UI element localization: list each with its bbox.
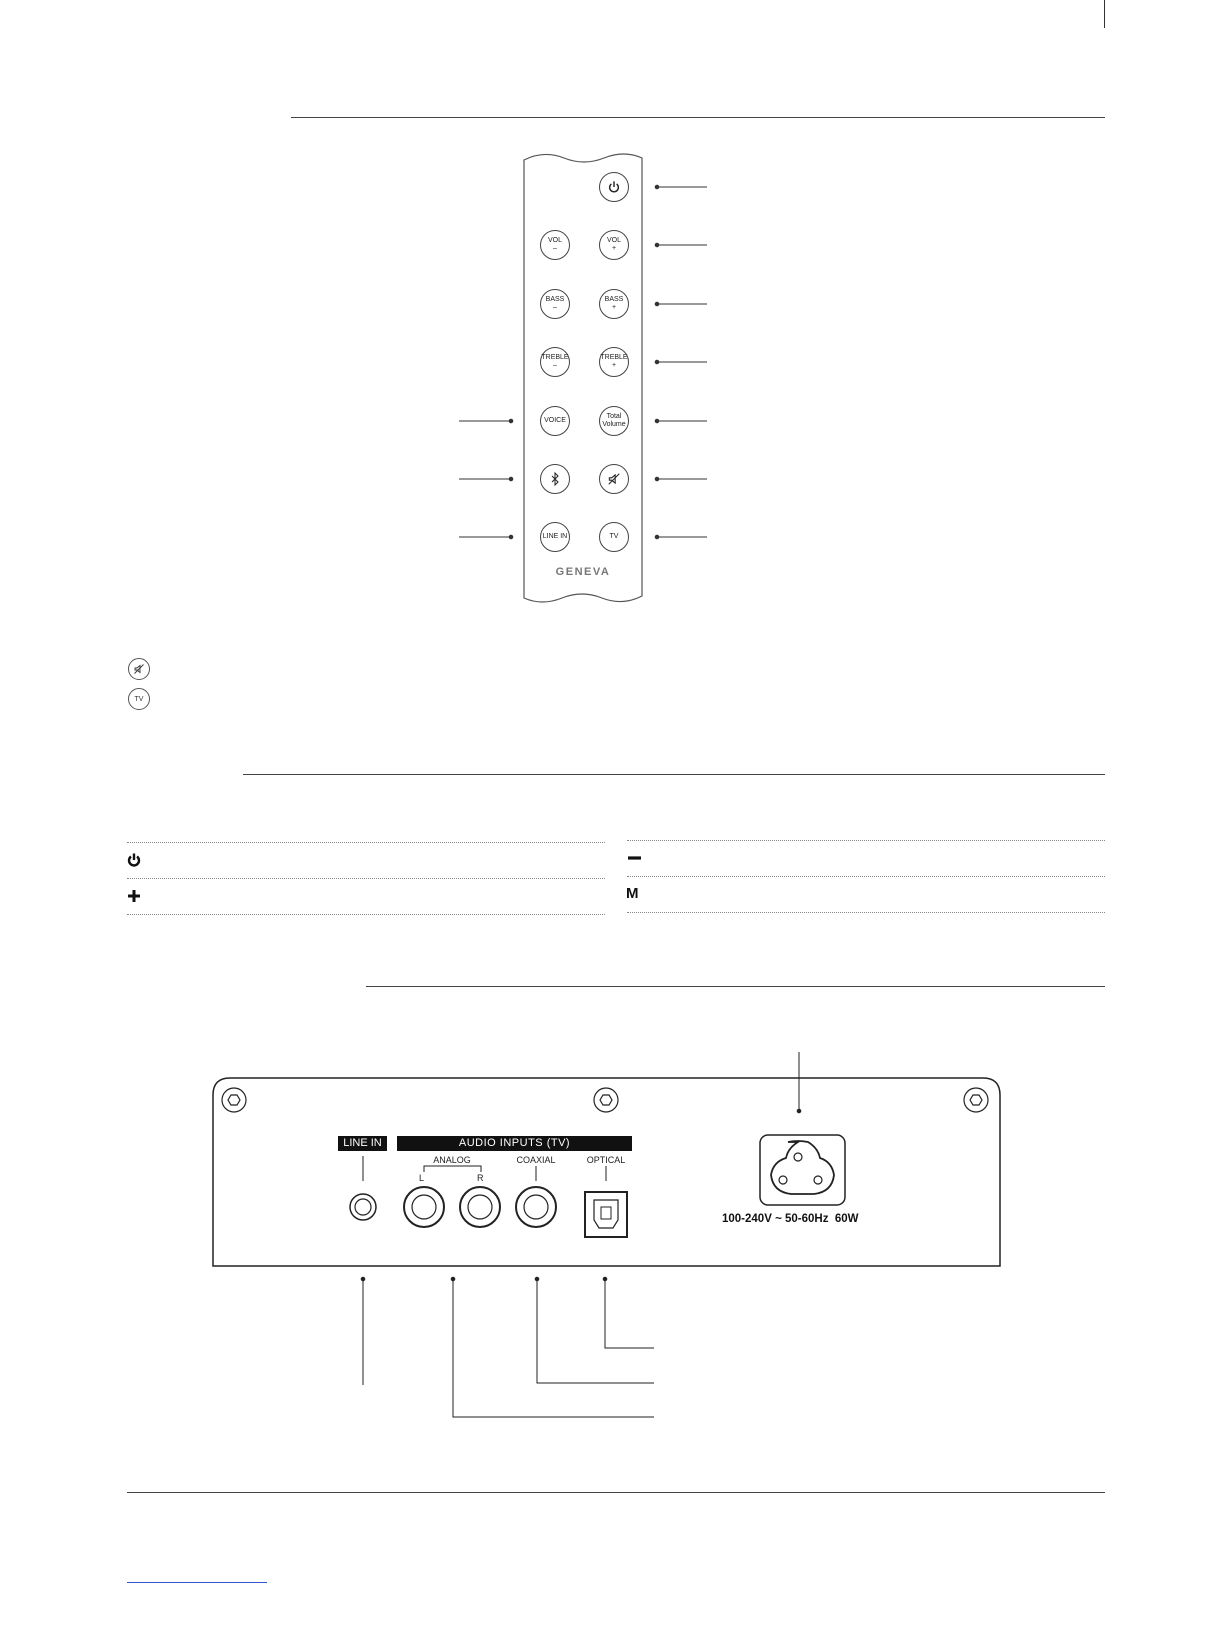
remote-power-button[interactable] [599,172,629,202]
mute-icon [607,472,621,486]
remote-button-label: VOICE [544,417,566,424]
remote-button-label: Total [606,413,622,420]
remote-button-sublabel: + [611,304,617,311]
legend-tv-label: TV [134,695,144,703]
legend-tv-icon [128,688,150,710]
analog-label: ANALOG [433,1155,471,1165]
footer-rule [127,1492,1105,1493]
optical-label: OPTICAL [586,1155,626,1165]
table-divider [127,914,605,915]
remote-bass-minus-button[interactable] [540,289,570,319]
plus-icon [126,888,142,904]
remote-button-sublabel: – [553,304,557,311]
link-underline [127,1582,267,1583]
minus-icon [627,850,643,866]
remote-button-sublabel: – [553,245,557,252]
remote-button-label: LINE IN [542,533,568,540]
line-in-label: LINE IN [343,1137,382,1149]
remote-brand-logo: GENEVA [555,566,611,578]
remote-button-label: TREBLE [541,354,569,361]
audio-inputs-label: AUDIO INPUTS (TV) [458,1137,571,1149]
remote-button-label: BASS [604,296,624,303]
table-divider [627,912,1105,913]
remote-mute-button[interactable] [599,464,629,494]
remote-bass-plus-button[interactable] [599,289,629,319]
power-icon [607,180,621,194]
bluetooth-icon [550,472,560,486]
coaxial-label: COAXIAL [516,1155,556,1165]
remote-button-sublabel: + [611,362,617,369]
remote-treble-plus-button[interactable] [599,347,629,377]
table-divider [627,876,1105,877]
remote-button-sublabel: – [553,362,557,369]
remote-button-label: TV [609,533,619,540]
power-rating-label: 100-240V ~ 50-60Hz 60W [722,1213,859,1225]
remote-vol-minus-button[interactable] [540,230,570,260]
power-icon [126,852,142,868]
table-divider [127,878,605,879]
left-channel-label: L [419,1173,425,1183]
section-rule-rear-panel [366,986,1105,987]
remote-button-sublabel: Volume [602,421,626,428]
section-rule-buttons [243,774,1105,775]
remote-button-label: BASS [545,296,565,303]
remote-button-label: VOL [547,237,562,244]
remote-bluetooth-button[interactable] [540,464,570,494]
remote-button-label: VOL [606,237,621,244]
m-icon: M [626,885,639,902]
remote-total-volume-button[interactable] [599,406,629,436]
rear-panel-diagram [0,1040,1225,1640]
table-divider [127,842,605,843]
remote-treble-minus-button[interactable] [540,347,570,377]
table-divider [627,840,1105,841]
remote-voice-button[interactable] [540,406,570,436]
legend-mute-icon [128,658,150,680]
remote-button-label: TREBLE [600,354,628,361]
remote-button-sublabel: + [611,245,617,252]
remote-line-in-button[interactable] [540,522,570,552]
remote-vol-plus-button[interactable] [599,230,629,260]
remote-tv-button[interactable] [599,522,629,552]
right-channel-label: R [477,1173,484,1183]
